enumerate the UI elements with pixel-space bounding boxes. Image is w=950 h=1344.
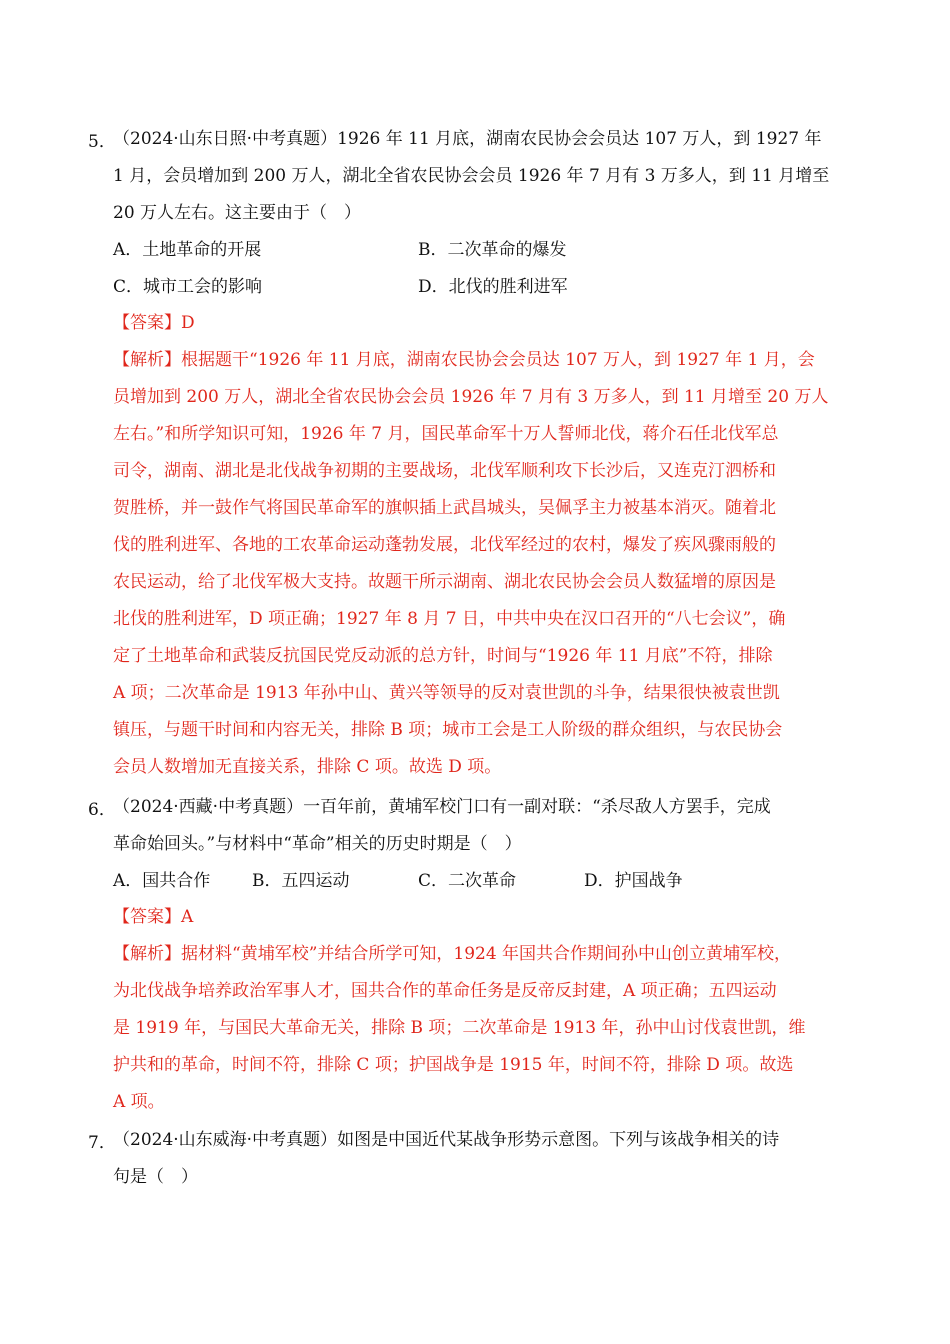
analysis-line: 为北伐战争培养政治军事人才，国共合作的革命任务是反帝反封建，A 项正确；五四运动 [113,981,777,1001]
analysis-line: 是 1919 年，与国民大革命无关，排除 B 项；二次革命是 1913 年，孙中山讨伐袁世凯，维 [113,1018,806,1038]
answer-label: 【答案】D [113,313,195,333]
analysis-line: 员增加到 200 万人，湖北全省农民协会会员 1926 年 7 月有 3 万多人，到 11 月增至 20 万人 [113,387,829,407]
analysis-line: 定了土地革命和武装反抗国民党反动派的总方针，时间与“1926 年 11 月底”不符，排除 [113,646,773,666]
analysis-line: 北伐的胜利进军，D 项正确；1927 年 8 月 7 日，中共中央在汉口召开的“八七会议”，确 [113,609,786,629]
analysis-line: 农民运动，给了北伐军极大支持。故题干所示湖南、湖北农民协会会员人数猛增的原因是 [113,572,776,592]
option-a: A．土地革命的开展 [113,240,262,260]
analysis-line: 左右。”和所学知识可知，1926 年 7 月，国民革命军十万人誓师北伐，蒋介石任北伐军总 [113,424,779,444]
question-stem-line: 句是（ ） [113,1167,198,1187]
option-d: D．护国战争 [584,871,683,891]
analysis-line: A 项；二次革命是 1913 年孙中山、黄兴等领导的反对袁世凯的斗争，结果很快被袁世凯 [113,683,780,703]
question-stem-line: （2024·西藏·中考真题）一百年前，黄埔军校门口有一副对联：“杀尽敌人方罢手，完成 [113,797,771,817]
analysis-line: A 项。 [113,1092,165,1112]
analysis-line: 【解析】根据题干“1926 年 11 月底，湖南农民协会会员达 107 万人，到 1927 年 1 月，会 [113,350,815,370]
analysis-line: 护共和的革命，时间不符，排除 C 项；护国战争是 1915 年，时间不符，排除 D 项。故选 [113,1055,794,1075]
option-d: D．北伐的胜利进军 [418,277,568,297]
analysis-line: 贺胜桥，并一鼓作气将国民革命军的旗帜插上武昌城头，吴佩孚主力被基本消灭。随着北 [113,498,776,518]
question-stem-line: （2024·山东威海·中考真题）如图是中国近代某战争形势示意图。下列与该战争相关的诗 [113,1130,780,1150]
question-number: 7． [88,1133,116,1153]
option-c: C．二次革命 [418,871,517,891]
question-number: 6． [88,800,116,820]
option-b: B．二次革命的爆发 [418,240,567,260]
analysis-line: 司令，湖南、湖北是北伐战争初期的主要战场，北伐军顺利攻下长沙后，又连克汀泗桥和 [113,461,776,481]
option-c: C．城市工会的影响 [113,277,263,297]
analysis-line: 会员人数增加无直接关系，排除 C 项。故选 D 项。 [113,757,502,777]
question-stem-line: 1 月，会员增加到 200 万人，湖北全省农民协会会员 1926 年 7 月有 3 万多人，到 11 月增至 [113,166,830,186]
answer-label: 【答案】A [113,907,194,927]
question-stem-line: 革命始回头。”与材料中“革命”相关的历史时期是（ ） [113,834,522,854]
analysis-line: 【解析】据材料“黄埔军校”并结合所学可知，1924 年国共合作期间孙中山创立黄埔军校， [113,944,792,964]
analysis-line: 镇压，与题干时间和内容无关，排除 B 项；城市工会是工人阶级的群众组织，与农民协会 [113,720,783,740]
option-a: A．国共合作 [113,871,211,891]
question-number: 5． [88,132,116,152]
analysis-line: 伐的胜利进军、各地的工农革命运动蓬勃发展，北伐军经过的农村，爆发了疾风骤雨般的 [113,535,776,555]
option-b: B．五四运动 [252,871,350,891]
question-stem-line: （2024·山东日照·中考真题）1926 年 11 月底，湖南农民协会会员达 107 万人，到 1927 年 [113,129,822,149]
question-stem-line: 20 万人左右。这主要由于（ ） [113,203,362,223]
